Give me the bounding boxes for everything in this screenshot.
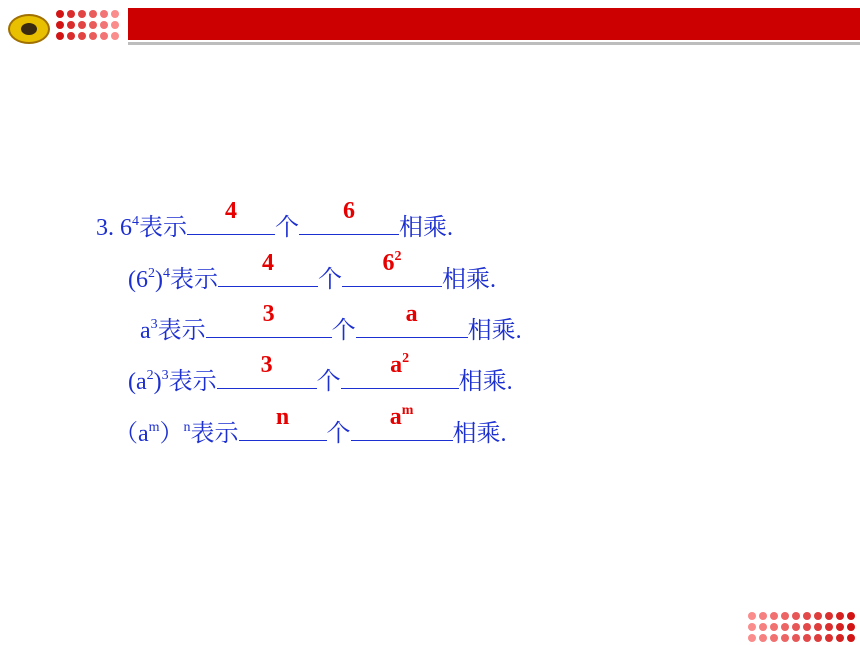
decor-dot (748, 623, 756, 631)
word-ge: 个 (326, 421, 351, 447)
decor-dot (89, 10, 97, 18)
decor-dot (759, 623, 767, 631)
decor-dot (825, 612, 833, 620)
answer-text: n (275, 404, 290, 430)
exercise-line-3 (140, 301, 522, 346)
decor-dot (781, 634, 789, 642)
decor-dot (111, 10, 119, 18)
exercise-line-1 (96, 198, 453, 243)
answer-blank (341, 351, 459, 389)
answer-blank (342, 249, 442, 287)
decor-dot (89, 32, 97, 40)
decor-dot (803, 612, 811, 620)
answer-text: $a^2$ (390, 351, 410, 378)
decor-dot (814, 634, 822, 642)
decor-dot (781, 612, 789, 620)
decor-dot (748, 634, 756, 642)
exercise-line-5 (114, 403, 507, 449)
answer-blank (356, 301, 468, 338)
answer-blank (351, 403, 453, 441)
answer-blank (206, 301, 332, 338)
answer-text: 4 (225, 198, 237, 224)
line-prefix: $(a^m)^n$ (114, 420, 191, 447)
decor-dot (100, 10, 108, 18)
decor-dot (100, 21, 108, 29)
decor-dot (770, 623, 778, 631)
line-prefix: 3. $6^4$ (96, 214, 139, 241)
decor-dot (56, 32, 64, 40)
header-gray-line (128, 42, 860, 45)
answer-text: 3 (260, 352, 273, 378)
decor-dot (814, 623, 822, 631)
decor-dot (67, 10, 75, 18)
decor-dot (770, 612, 778, 620)
decor-dot (825, 623, 833, 631)
word-biaoshi: 表示 (170, 267, 218, 293)
decor-dot (847, 612, 855, 620)
exercise-line-4 (128, 351, 513, 397)
decor-dot (56, 10, 64, 18)
decor-dot (781, 623, 789, 631)
header-red-bar (128, 8, 860, 40)
slide-header (0, 0, 860, 50)
school-logo-icon (8, 14, 50, 44)
line-prefix: $a^3$ (140, 317, 158, 344)
decor-dot (748, 612, 756, 620)
answer-blank (299, 198, 399, 235)
decor-dot (814, 612, 822, 620)
answer-text: 3 (262, 301, 275, 327)
answer-blank (218, 250, 318, 287)
decor-dot (792, 612, 800, 620)
decor-dot (100, 32, 108, 40)
answer-blank (217, 352, 317, 389)
word-biaoshi: 表示 (157, 318, 206, 344)
decor-dot (67, 32, 75, 40)
answer-text: a (405, 301, 418, 327)
answer-text: 4 (262, 250, 274, 276)
decor-dot (759, 634, 767, 642)
decor-dot (89, 21, 97, 29)
decor-dot (78, 10, 86, 18)
word-biaoshi: 表示 (139, 215, 187, 241)
word-ge: 个 (318, 267, 342, 293)
decor-dot (111, 32, 119, 40)
decor-dot (67, 21, 75, 29)
decor-dot (847, 634, 855, 642)
word-ge: 个 (331, 318, 356, 344)
decor-dot (78, 21, 86, 29)
word-xiangcheng: 相乘. (442, 267, 496, 293)
line-prefix: $(6^2)^4$ (128, 266, 170, 293)
word-xiangcheng: 相乘. (452, 421, 507, 447)
decor-dot (836, 623, 844, 631)
answer-blank (187, 198, 275, 235)
decor-dot (792, 623, 800, 631)
word-ge: 个 (275, 215, 299, 241)
word-biaoshi: 表示 (190, 421, 239, 447)
word-xiangcheng: 相乘. (467, 318, 522, 344)
answer-text: $6^2$ (382, 249, 402, 276)
word-biaoshi: 表示 (168, 369, 217, 395)
decor-dot (770, 634, 778, 642)
decor-dot (836, 612, 844, 620)
word-ge: 个 (316, 369, 341, 395)
decor-dot (847, 623, 855, 631)
answer-blank (239, 404, 327, 441)
answer-text: $a^m$ (389, 403, 414, 430)
decor-dot (836, 634, 844, 642)
word-xiangcheng: 相乘. (458, 369, 513, 395)
decor-dot (111, 21, 119, 29)
eye-icon (21, 23, 37, 35)
decor-dot (803, 623, 811, 631)
word-xiangcheng: 相乘. (399, 215, 453, 241)
decor-dot (56, 21, 64, 29)
decor-dot (792, 634, 800, 642)
decor-dot (825, 634, 833, 642)
decor-dot (803, 634, 811, 642)
decor-dot (78, 32, 86, 40)
line-prefix: $(a^2)^3$ (128, 368, 169, 395)
exercise-line-2 (128, 249, 496, 295)
decor-dot (759, 612, 767, 620)
answer-text: 6 (343, 198, 355, 224)
